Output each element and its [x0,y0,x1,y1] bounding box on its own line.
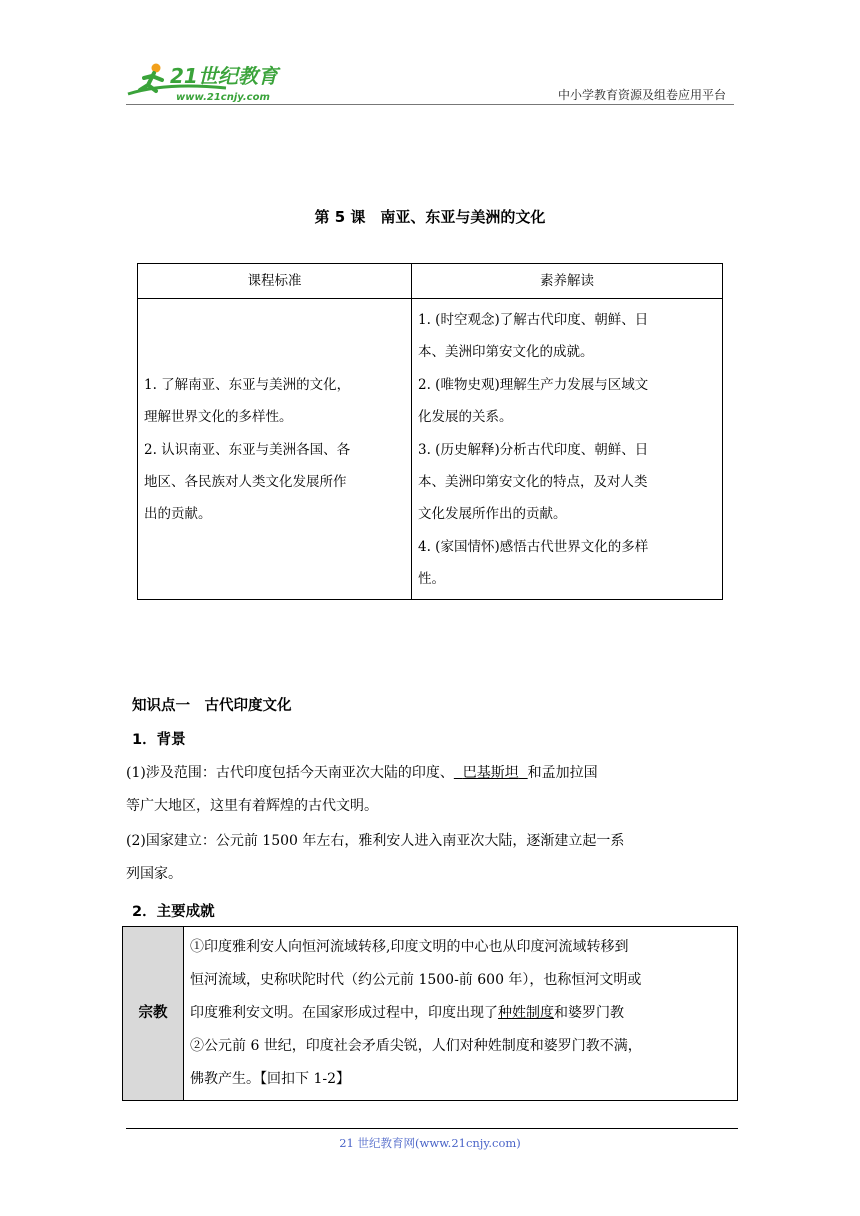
literacy-line: 文化发展所作出的贡献。 [418,506,567,523]
literacy-line: 3. (历史解释)分析古代印度、朝鲜、日 [418,441,649,458]
footer-link[interactable]: 21 世纪教育网(www.21cnjy.com) [339,1136,521,1150]
logo-text: 21世纪教育 [170,64,278,88]
standards-line: 出的贡献。 [144,506,212,523]
content-line: 佛教产生。【回扣下 1-2】 [190,1071,350,1087]
logo-url: www.21cnjy.com [176,92,270,103]
religion-label: 宗教 [123,927,184,1101]
standards-line: 1. 了解南亚、东亚与美洲的文化， [144,376,351,393]
content-line: 恒河流域，史称吠陀时代（约公元前 1500-前 600 年），也称恒河文明或 [190,972,642,988]
standards-line: 2. 认识南亚、东亚与美洲各国、各 [144,441,351,458]
scope-text-after: 和孟加拉国 [527,765,598,781]
answer-text: 巴基斯坦 [462,765,519,781]
literacy-line: 化发展的关系。 [418,409,513,426]
achievements-heading: 2．主要成就 [132,904,215,920]
literacy-line: 1. (时空观念)了解古代印度、朝鲜、日 [418,312,649,328]
content-line: ①印度雅利安人向恒河流域转移,印度文明的中心也从印度河流域转移到 [190,939,629,955]
literacy-line: 性。 [418,571,445,588]
literacy-cell [412,299,723,600]
achievements-table [122,926,738,1101]
standards-cell [138,299,412,600]
content-line: 印度雅利安文明。在国家形成过程中，印度出现了种姓制度和婆罗门教 [190,1005,624,1021]
col-header-standards: 课程标准 [138,264,412,299]
literacy-line: 4. (家国情怀)感悟古代世界文化的多样 [418,538,649,555]
header-divider [126,104,734,105]
standards-line: 理解世界文化的多样性。 [144,409,293,426]
footer-divider [126,1128,738,1129]
runner-logo-icon [126,58,286,104]
literacy-line: 本、美洲印第安文化的成就。 [418,344,594,361]
standards-table [137,263,723,600]
state-line-2: 列国家。 [126,866,182,882]
site-logo [126,58,286,104]
section-title: 知识点一 古代印度文化 [132,698,292,714]
background-heading: 1．背景 [132,732,186,748]
state-paragraph [126,825,736,891]
scope-line-2: 等广大地区，这里有着辉煌的古代文明。 [126,798,378,814]
col-header-literacy: 素养解读 [412,264,723,299]
answer-blank [454,765,528,781]
content-line: ②公元前 6 世纪，印度社会矛盾尖锐，人们对种姓制度和婆罗门教不满， [190,1038,642,1054]
lesson-title: 第 5 课 南亚、东亚与美洲的文化 [314,208,546,226]
literacy-line: 本、美洲印第安文化的特点，及对人类 [418,474,648,491]
state-line-1: (2)国家建立：公元前 1500 年左右，雅利安人进入南亚次大陆，逐渐建立起一系 [126,833,625,849]
scope-paragraph [126,757,736,823]
religion-content [184,927,738,1101]
literacy-line: 2. (唯物史观)理解生产力发展与区域文 [418,376,649,393]
scope-text: (1)涉及范围：古代印度包括今天南亚次大陆的印度、 [126,765,454,781]
platform-name: 中小学教育资源及组卷应用平台 [557,88,726,102]
standards-line: 地区、各民族对人类文化发展所作 [144,474,347,491]
scope-line-1 [126,757,736,790]
caste-system-term: 种姓制度 [498,1005,554,1021]
